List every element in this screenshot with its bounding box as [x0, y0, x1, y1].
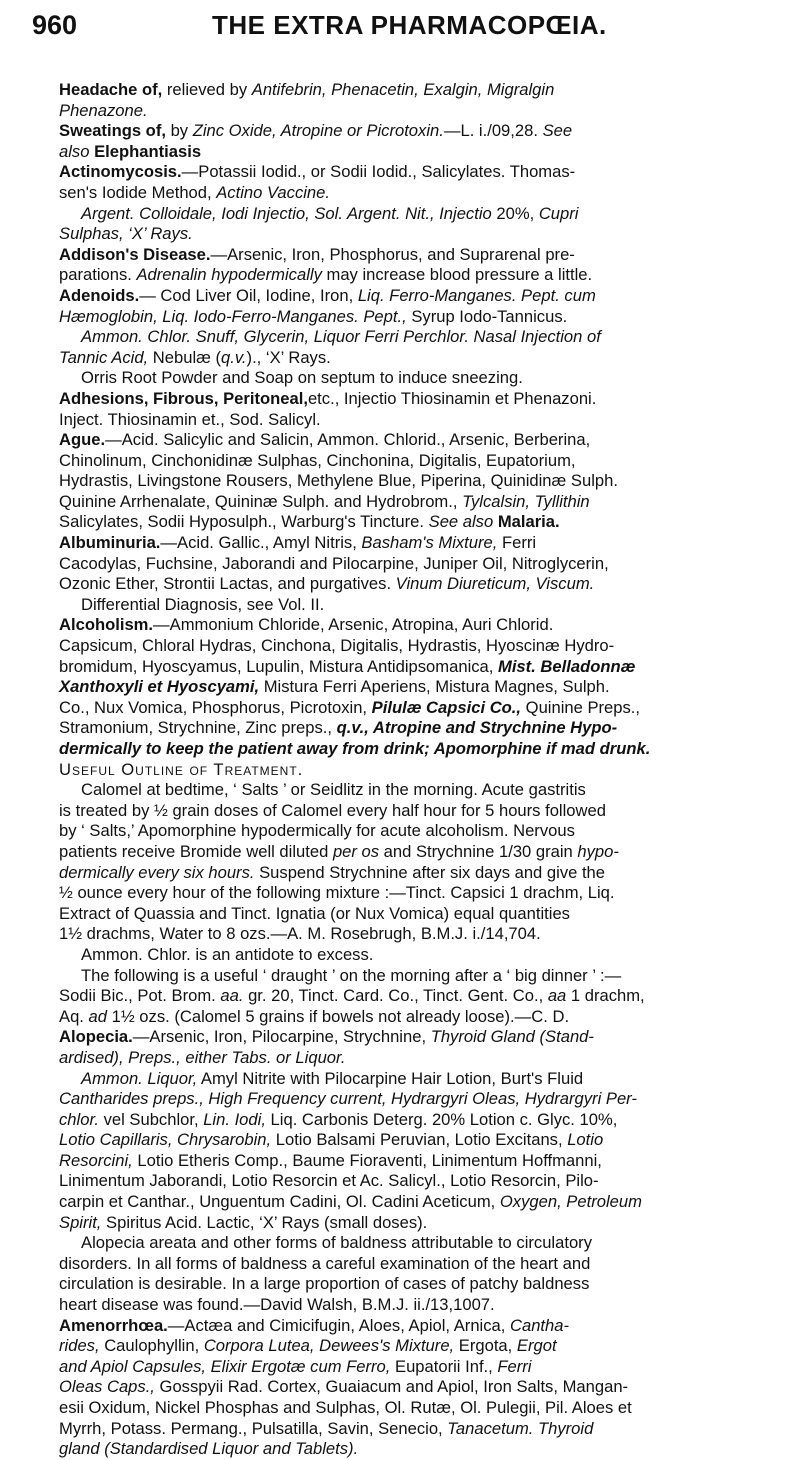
text-line — [59, 760, 801, 781]
text-line — [59, 1192, 801, 1213]
text-line — [59, 533, 801, 554]
text-run: Lin. Iodi, — [203, 1109, 266, 1129]
text-run: hypo- — [577, 841, 619, 861]
text-run: Hæmoglobin, Liq. Iodo-Ferro-Manganes. Pept., — [59, 306, 407, 326]
text-run: gland (Standardised Liquor and Tablets). — [59, 1439, 359, 1459]
text-run: —L. i./09,28. — [443, 121, 543, 141]
text-line — [59, 1048, 801, 1069]
text-run: —Potassii Iodid., or Sodii Iodid., Salicylates. Thomas- — [181, 162, 576, 182]
text-run: The following is a useful ‘ draught ’ on the morning after a ‘ big dinner ’ :— — [81, 965, 622, 985]
text-run: Syrup Iodo-Tannicus. — [406, 306, 568, 326]
text-run: Chinolinum, Cinchonidinæ Sulphas, Cinchonina, Digitalis, Eupatorium, — [59, 450, 576, 470]
text-run: Zinc Oxide, Atropine or Picrotoxin. — [192, 121, 444, 141]
text-line — [59, 636, 801, 657]
text-run: heart disease was found.—David Walsh, B.M.J. ii./13,1007. — [59, 1295, 495, 1315]
text-run: relieved by — [162, 80, 252, 99]
text-line — [59, 1110, 801, 1131]
text-run: Hydrastis, Livingstone Rousers, Methylene Blue, Piperina, Quinidinæ Sulph. — [59, 471, 618, 491]
text-run: 1 drachm, — [566, 986, 645, 1006]
text-run: Sodii Bic., Pot. Brom. — [59, 986, 221, 1006]
text-run: —Arsenic, Iron, Pilocarpine, Strychnine, — [132, 1027, 431, 1047]
text-run: —Ammonium Chloride, Arsenic, Atropina, Auri Chlorid. — [153, 615, 554, 635]
text-run: circulation is desirable. In a large proportion of cases of patchy baldness — [59, 1274, 590, 1294]
text-run: Ozonic Ether, Strontii Lactas, and purgatives. — [59, 574, 396, 594]
entry-heading: Headache of, — [59, 80, 163, 99]
entry-heading: Sweatings of, — [59, 121, 166, 141]
text-run: Ergota, — [454, 1336, 517, 1356]
text-run: may increase blood pressure a little. — [321, 265, 593, 285]
text-line — [59, 718, 801, 739]
text-run: Ammon. Chlor. is an antidote to excess. — [81, 944, 374, 964]
text-line — [59, 1377, 801, 1398]
text-run: parations. — [59, 265, 137, 285]
text-run: aa. — [220, 986, 244, 1006]
text-line — [59, 142, 801, 163]
text-line — [59, 924, 801, 945]
text-line — [59, 1439, 801, 1460]
text-run: Quinine Arrhenalate, Quininæ Sulph. and Hydrobrom., — [59, 491, 463, 511]
text-line — [59, 657, 801, 678]
text-run: Nebulæ ( — [148, 347, 222, 367]
text-run: Lotio Etheris Comp., Baume Fioraventi, Linimentum Hoffmanni, — [132, 1150, 602, 1170]
entry-heading: Elephantiasis — [94, 141, 202, 161]
text-run: Inject. Thiosinamin et., Sod. Salicyl. — [59, 409, 321, 429]
text-run: Oleas Caps., — [59, 1377, 155, 1397]
entry-heading: Alcoholism. — [59, 615, 154, 635]
entry-heading: Adhesions, Fibrous, Peritoneal, — [59, 388, 308, 408]
text-line — [59, 1295, 801, 1316]
text-line — [59, 101, 801, 122]
text-run: dermically every six hours. — [59, 862, 255, 882]
text-run: —Acid. Gallic., Amyl Nitris, — [160, 533, 362, 553]
text-line — [59, 1357, 801, 1378]
text-run: Liq. Ferro-Manganes. Pept. cum — [357, 285, 596, 305]
text-line — [59, 780, 801, 801]
text-run: Oxygen, Petroleum — [499, 1192, 642, 1212]
text-run: aa — [547, 986, 567, 1006]
entry-heading: Alopecia. — [59, 1027, 133, 1047]
text-run: Cantharides preps., High Frequency current, Hydrargyri Oleas, Hydrargyri Per- — [59, 1089, 637, 1109]
text-run: Ergot — [516, 1336, 557, 1356]
text-run: ad — [88, 1006, 107, 1026]
text-run: disorders. In all forms of baldness a careful examination of the heart and — [59, 1253, 591, 1273]
text-run: and Strychnine 1/30 grain — [379, 841, 578, 861]
text-run: Spirit, — [59, 1212, 102, 1232]
text-run: Liq. Carbonis Deterg. 20% Lotion c. Glyc. 10%, — [265, 1109, 618, 1129]
text-run: Amyl Nitrite with Pilocarpine Hair Lotion, Burt's Fluid — [197, 1068, 584, 1088]
entry-heading: Addison's Disease. — [59, 244, 211, 264]
text-run: Resorcini, — [59, 1150, 133, 1170]
text-line — [59, 554, 801, 575]
text-run: —Acid. Salicylic and Salicin, Ammon. Chlorid., Arsenic, Berberina, — [105, 430, 591, 450]
text-run: Tanacetum. Thyroid — [447, 1418, 594, 1438]
text-line — [59, 574, 801, 595]
text-line — [59, 471, 801, 492]
text-run: esii Oxidum, Nickel Phosphas and Sulphas, Ol. Rutæ, Ol. Pulegii, Pil. Aloes et — [59, 1398, 632, 1417]
text-run: Co., Nux Vomica, Phosphorus, Picrotoxin, — [59, 697, 372, 717]
text-run: per os — [332, 841, 380, 861]
text-line — [59, 451, 801, 472]
text-line — [59, 492, 801, 513]
text-run: Extract of Quassia and Tinct. Ignatia (or Nux Vomica) equal quantities — [59, 903, 570, 923]
text-run: Salicylates, Sodii Hyposulph., Warburg's Tincture. — [59, 512, 429, 532]
text-run: Argent. Colloidale, Iodi Injectio, Sol. Argent. Nit., Injectio — [81, 203, 492, 223]
text-line — [59, 883, 801, 904]
text-run: See — [542, 121, 573, 141]
entry-heading: Actinomycosis. — [59, 162, 182, 182]
text-run: Pilulæ Capsici Co., — [371, 697, 522, 717]
entry-heading: Adenoids. — [59, 285, 140, 305]
text-line — [59, 739, 801, 760]
text-line — [59, 348, 801, 369]
text-run: Tannic Acid, — [59, 347, 149, 367]
text-line — [59, 1254, 801, 1275]
text-run: q.v. — [221, 347, 247, 367]
text-line — [59, 1336, 801, 1357]
text-run: Eupatorii Inf., — [390, 1356, 498, 1376]
text-run: Phenazone. — [59, 100, 148, 120]
text-line — [59, 80, 801, 101]
text-run: Vinum Diureticum, Viscum. — [395, 574, 595, 594]
entry-heading: Amenorrhœa. — [59, 1315, 168, 1335]
text-run: sen's Iodide Method, — [59, 182, 217, 202]
text-line — [59, 512, 801, 533]
text-line — [59, 595, 801, 616]
text-run: Quinine Preps., — [521, 697, 641, 717]
text-line — [59, 1316, 801, 1337]
text-run: Myrrh, Potass. Permang., Pulsatilla, Savin, Senecio, — [59, 1418, 448, 1438]
text-run: carpin et Canthar., Unguentum Cadini, Ol. Cadini Aceticum, — [59, 1192, 500, 1212]
text-run: Caulophyllin, — [99, 1336, 204, 1356]
text-run: Capsicum, Chloral Hydras, Cinchona, Digitalis, Hydrastis, Hyoscinæ Hydro- — [59, 636, 615, 656]
running-head: THE EXTRA PHARMACOPŒIA. — [212, 10, 607, 40]
text-run: Suspend Strychnine after six days and give the — [254, 862, 606, 882]
text-run: Ferri — [497, 1356, 532, 1376]
text-run: Mist. Belladonnæ — [498, 656, 636, 676]
text-run: Aq. — [59, 1006, 89, 1026]
text-run: —Arsenic, Iron, Phosphorus, and Suprarenal pre- — [210, 244, 575, 264]
entry-heading: Malaria. — [497, 512, 560, 532]
text-line — [59, 307, 801, 328]
text-run: 1½ drachms, Water to 8 ozs.—A. M. Rosebrugh, B.M.J. i./14,704. — [59, 924, 541, 944]
text-line — [59, 368, 801, 389]
text-line — [59, 1027, 801, 1048]
text-line — [59, 904, 801, 925]
text-line — [59, 966, 801, 987]
text-line — [59, 1007, 801, 1028]
text-run: also — [59, 141, 90, 161]
text-run: )., ‘X’ Rays. — [246, 347, 331, 367]
text-run: q.v., Atropine and Strychnine Hypo- — [336, 718, 618, 738]
text-run: chlor. — [59, 1109, 99, 1129]
text-run: ardised), Preps., either Tabs. or Liquor. — [59, 1047, 346, 1067]
text-line — [59, 430, 801, 451]
text-run: Spiritus Acid. Lactic, ‘X’ Rays (small doses). — [101, 1212, 428, 1232]
text-line — [59, 1171, 801, 1192]
text-line — [59, 121, 801, 142]
text-run: Lotio Balsami Peruvian, Lotio Excitans, — [271, 1130, 568, 1150]
text-run: See also — [428, 512, 494, 532]
text-body — [59, 80, 801, 1459]
text-line — [59, 1089, 801, 1110]
text-run: Differential Diagnosis, see Vol. II. — [81, 594, 325, 614]
text-line — [59, 327, 801, 348]
text-line — [59, 1130, 801, 1151]
text-run: Cacodylas, Fuchsine, Jaborandi and Pilocarpine, Juniper Oil, Nitroglycerin, — [59, 553, 609, 573]
text-run: Lotio Capillaris, Chrysarobin, — [59, 1130, 272, 1150]
text-line — [59, 410, 801, 431]
text-run: patients receive Bromide well diluted — [59, 841, 333, 861]
page-header — [32, 6, 792, 46]
text-line — [59, 801, 801, 822]
text-run: Ammon. Liquor, — [81, 1068, 198, 1088]
text-run: Lotio — [567, 1130, 604, 1150]
text-line — [59, 1069, 801, 1090]
text-line — [59, 265, 801, 286]
text-line — [59, 183, 801, 204]
entry-heading: Albuminuria. — [59, 533, 161, 553]
text-run: Ammon. Chlor. Snuff, Glycerin, Liquor Ferri Perchlor. Nasal Injection of — [81, 327, 601, 347]
text-run: bromidum, Hyoscyamus, Lupulin, Mistura Antidipsomanica, — [59, 656, 498, 676]
text-run: by ‘ Salts,’ Apomorphine hypodermically for acute alcoholism. Nervous — [59, 821, 575, 841]
text-run: rides, — [59, 1336, 100, 1356]
text-run: — Cod Liver Oil, Iodine, Iron, — [139, 285, 358, 305]
text-line — [59, 1398, 801, 1419]
text-line — [59, 204, 801, 225]
text-line — [59, 286, 801, 307]
text-line — [59, 1419, 801, 1440]
text-line — [59, 1233, 801, 1254]
text-run: Useful Outline of Treatment. — [59, 759, 304, 779]
text-run: Alopecia areata and other forms of baldness attributable to circulatory — [81, 1233, 593, 1253]
text-run: Corpora Lutea, Dewees's Mixture, — [203, 1336, 455, 1356]
text-line — [59, 615, 801, 636]
text-line — [59, 245, 801, 266]
text-run: —Actæa and Cimicifugin, Aloes, Apiol, Arnica, — [167, 1315, 510, 1335]
page-number: 960 — [32, 10, 78, 40]
text-run: Ferri — [497, 533, 537, 553]
text-run: etc., Injectio Thiosinamin et Phenazoni. — [307, 388, 597, 408]
text-line — [59, 1151, 801, 1172]
text-line — [59, 698, 801, 719]
text-run: Orris Root Powder and Soap on septum to induce sneezing. — [81, 368, 523, 388]
text-run: Gosspyii Rad. Cortex, Guaiacum and Apiol, Iron Salts, Mangan- — [154, 1377, 629, 1397]
text-run: Mistura Ferri Aperiens, Mistura Magnes, Sulph. — [259, 677, 610, 697]
text-run: and Apiol Capsules, Elixir Ergotæ cum Ferro, — [59, 1356, 391, 1376]
text-run: vel Subchlor, — [98, 1109, 204, 1129]
text-line — [59, 677, 801, 698]
text-run: Thyroid Gland (Stand- — [430, 1027, 594, 1047]
text-line — [59, 821, 801, 842]
text-line — [59, 162, 801, 183]
text-run: Linimentum Jaborandi, Lotio Resorcin et Ac. Salicyl., Lotio Resorcin, Pilo- — [59, 1171, 599, 1191]
text-run: Tylcalsin, Tyllithin — [462, 491, 590, 511]
text-run: 20%, — [491, 203, 539, 223]
text-run: is treated by ½ grain doses of Calomel every half hour for 5 hours followed — [59, 800, 606, 820]
text-line — [59, 1274, 801, 1295]
text-run: Calomel at bedtime, ‘ Salts ’ or Seidlitz in the morning. Acute gastritis — [81, 780, 586, 800]
text-line — [59, 986, 801, 1007]
text-run: Stramonium, Strychnine, Zinc preps., — [59, 718, 337, 738]
text-run: Cantha- — [509, 1315, 570, 1335]
text-run: gr. 20, Tinct. Card. Co., Tinct. Gent. Co., — [243, 986, 548, 1006]
text-run: Xanthoxyli et Hyoscyami, — [59, 677, 260, 697]
text-line — [59, 945, 801, 966]
text-run: Adrenalin hypodermically — [136, 265, 322, 285]
text-run: by — [165, 121, 193, 141]
text-run: Antifebrin, Phenacetin, Exalgin, Migralgin — [251, 80, 555, 99]
text-run: Actino Vaccine. — [216, 182, 330, 202]
text-run: Cupri — [538, 203, 579, 223]
text-run: ½ ounce every hour of the following mixture :—Tinct. Capsici 1 drachm, Liq. — [59, 883, 615, 903]
text-line — [59, 224, 801, 245]
text-run: dermically to keep the patient away from drink; Apomorphine if mad drunk. — [59, 739, 651, 758]
text-line — [59, 1213, 801, 1234]
text-line — [59, 389, 801, 410]
text-run: Sulphas, ‘X’ Rays. — [59, 224, 193, 244]
text-run: Basham's Mixture, — [361, 533, 498, 553]
text-run: 1½ ozs. (Calomel 5 grains if bowels not already loose).—C. D. — [107, 1006, 570, 1026]
text-line — [59, 863, 801, 884]
entry-heading: Ague. — [59, 430, 106, 450]
text-line — [59, 842, 801, 863]
